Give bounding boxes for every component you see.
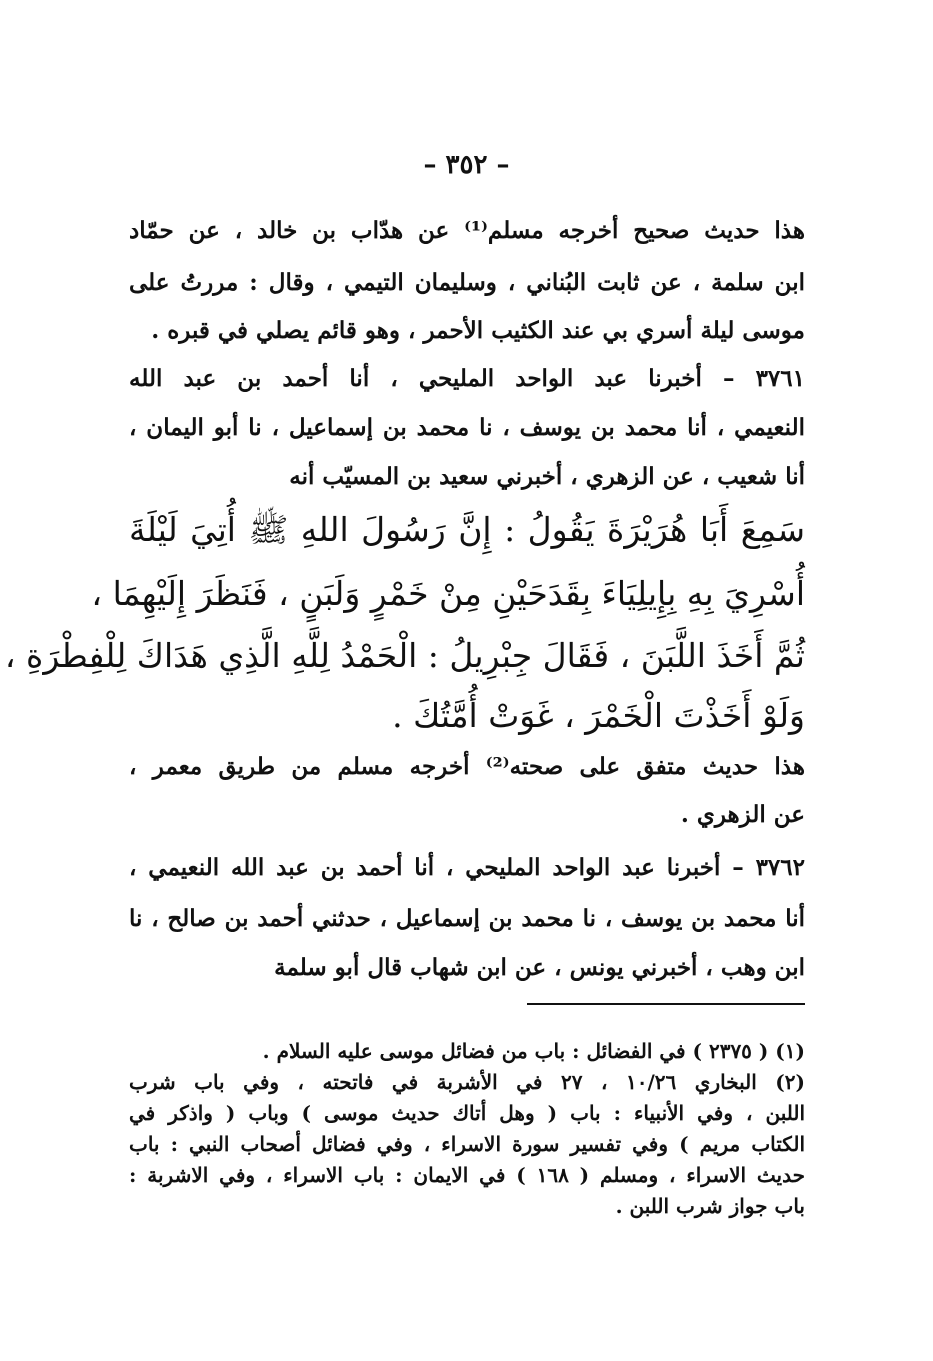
text-line: عن الزهري . bbox=[680, 801, 805, 828]
text-line: ٣٧٦٢ – أخبرنا عبد الواحد المليحي ، أنا أحمد بن عبد الله النعيمي ، bbox=[129, 854, 805, 881]
text-line: النعيمي ، أنا محمد بن يوسف ، نا محمد بن إسماعيل ، نا أبو اليمان ، bbox=[129, 414, 805, 441]
footnote-line: الكتاب مريم ) وفي تفسير سورة الاسراء ، وفي فضائل أصحاب النبي : باب bbox=[129, 1132, 805, 1156]
footnote-line: باب جواز شرب اللبن . bbox=[615, 1194, 805, 1218]
text-line: ابن وهب ، أخبرني يونس ، عن ابن شهاب قال أبو سلمة bbox=[274, 954, 805, 981]
text-line: أنا شعيب ، عن الزهري ، أخبرني سعيد بن المسيّب أنه bbox=[289, 463, 805, 490]
footnote-line: (١) ( ٢٣٧٥ ) في الفضائل : باب من فضائل موسى عليه السلام . bbox=[262, 1039, 805, 1063]
hadith-line: أُسْرِيَ بِهِ بِإِيلِيَاءَ بِقَدَحَيْنِ مِنْ خَمْرٍ وَلَبَنٍ ، فَنَظَرَ إِلَيْهِمَا ، bbox=[91, 574, 805, 613]
hadith-line: وَلَوْ أَخَذْتَ الْخَمْرَ ، غَوَتْ أُمَّتُكَ . bbox=[392, 696, 805, 735]
footnote-divider bbox=[527, 1003, 805, 1005]
text-line: ٣٧٦١ – أخبرنا عبد الواحد المليحي ، أنا أحمد بن عبد الله bbox=[129, 365, 805, 392]
hadith-line: سَمِعَ أَبَا هُرَيْرَةَ يَقُولُ : إِنَّ رَسُولَ اللهِ ﷺ أُتِيَ لَيْلَةَ bbox=[129, 510, 805, 549]
footnote-line: اللبن ، وفي الأنبياء : باب ( وهل أتاك حديث موسى ) وباب ( واذكر في bbox=[129, 1101, 805, 1125]
page-number: – ٣٥٢ – bbox=[423, 150, 510, 180]
text-line: موسى ليلة أسري بي عند الكثيب الأحمر ، وهو قائم يصلي في قبره . bbox=[151, 317, 805, 344]
hadith-line: ثُمَّ أَخَذَ اللَّبَنَ ، فَقَالَ جِبْرِيلُ : الْحَمْدُ لِلَّهِ الَّذِي هَدَاكَ لِلْفِطْرَةِ ، bbox=[4, 636, 805, 675]
footnote-line: حديث الاسراء ، ومسلم ( ١٦٨ ) في الايمان : باب الاسراء ، وفي الاشربة : bbox=[129, 1163, 805, 1187]
text-line: ابن سلمة ، عن ثابت البُناني ، وسليمان التيمي ، وقال : مررتُ على bbox=[129, 269, 805, 296]
text-line: هذا حديث صحيح أخرجه مسلم⁽¹⁾ عن هدّاب بن خالد ، عن حمّاد bbox=[129, 217, 805, 244]
footnote-line: (٢) البخاري ١٠/٢٦ ، ٢٧ في الأشربة في فاتحته ، وفي باب شرب bbox=[129, 1070, 805, 1094]
text-line: أنا محمد بن يوسف ، نا محمد بن إسماعيل ، حدثني أحمد بن صالح ، نا bbox=[129, 905, 805, 932]
text-line: هذا حديث متفق على صحته⁽²⁾ أخرجه مسلم من طريق معمر ، bbox=[129, 753, 805, 780]
